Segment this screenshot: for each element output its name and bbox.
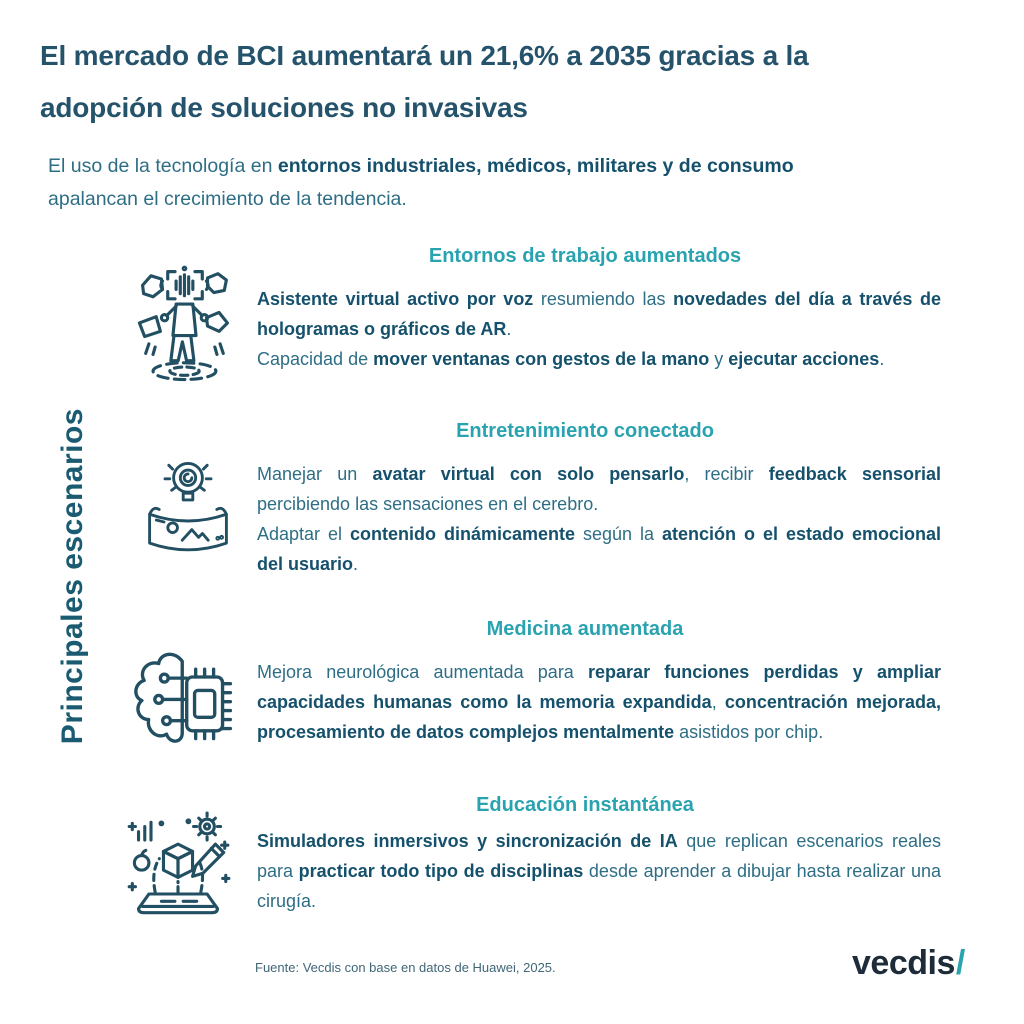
section-body-educacion [257,826,941,916]
paragraph: Asistente virtual activo por voz resumiendo las novedades del día a través de hologramas o gráficos de AR. [257,289,941,339]
section-heading-educacion: Educación instantánea [476,794,694,816]
section-body-entornos-trabajo [257,284,941,374]
source-note: Fuente: Vecdis con base en datos de Huawei, 2025. [255,960,556,975]
page-subtitle [48,150,794,216]
vertical-section-label: Principales escenarios [56,407,89,745]
page-title-line-2: adopción de soluciones no invasivas [40,92,528,123]
vr-screen-bulb-icon [140,450,236,568]
paragraph: Simuladores inmersivos y sincronización de IA que replican escenarios reales para practicar todo tipo de disciplinas desde aprender a dibujar hasta realizar una cirugía. [257,831,941,911]
page-subtitle-line-1: El uso de la tecnología en entornos industriales, médicos, militares y de consumo [48,155,794,177]
ar-person-icon [130,260,240,388]
brain-chip-icon [124,642,236,768]
page-title-line-1: El mercado de BCI aumentará un 21,6% a 2035 gracias a la [40,40,809,71]
section-heading-medicina: Medicina aumentada [486,618,684,640]
paragraph: Adaptar el contenido dinámicamente según la atención o el estado emocional del usuario. [257,524,941,574]
page-title [40,30,809,134]
paragraph: Mejora neurológica aumentada para reparar funciones perdidas y ampliar capacidades humanas como la memoria expandida, concentración mejorada, procesamiento de datos complejos mentalmente asistidos por chip. [257,662,941,742]
paragraph: Capacidad de mover ventanas con gestos de la mano y ejecutar acciones. [257,349,885,369]
vecdis-logo-slash: / [955,944,965,982]
vecdis-logo-text: vecdis [852,944,955,982]
page-subtitle-line-2: apalancan el crecimiento de la tendencia. [48,188,407,210]
section-body-medicina [257,657,941,747]
section-body-entretenimiento [257,459,941,579]
holographic-learning-icon [124,808,232,926]
section-heading-entretenimiento: Entretenimiento conectado [456,420,714,442]
vecdis-logo [852,944,965,983]
paragraph: Manejar un avatar virtual con solo pensarlo, recibir feedback sensorial percibiendo las sensaciones en el cerebro. [257,464,942,514]
section-heading-entornos-trabajo: Entornos de trabajo aumentados [428,245,742,267]
